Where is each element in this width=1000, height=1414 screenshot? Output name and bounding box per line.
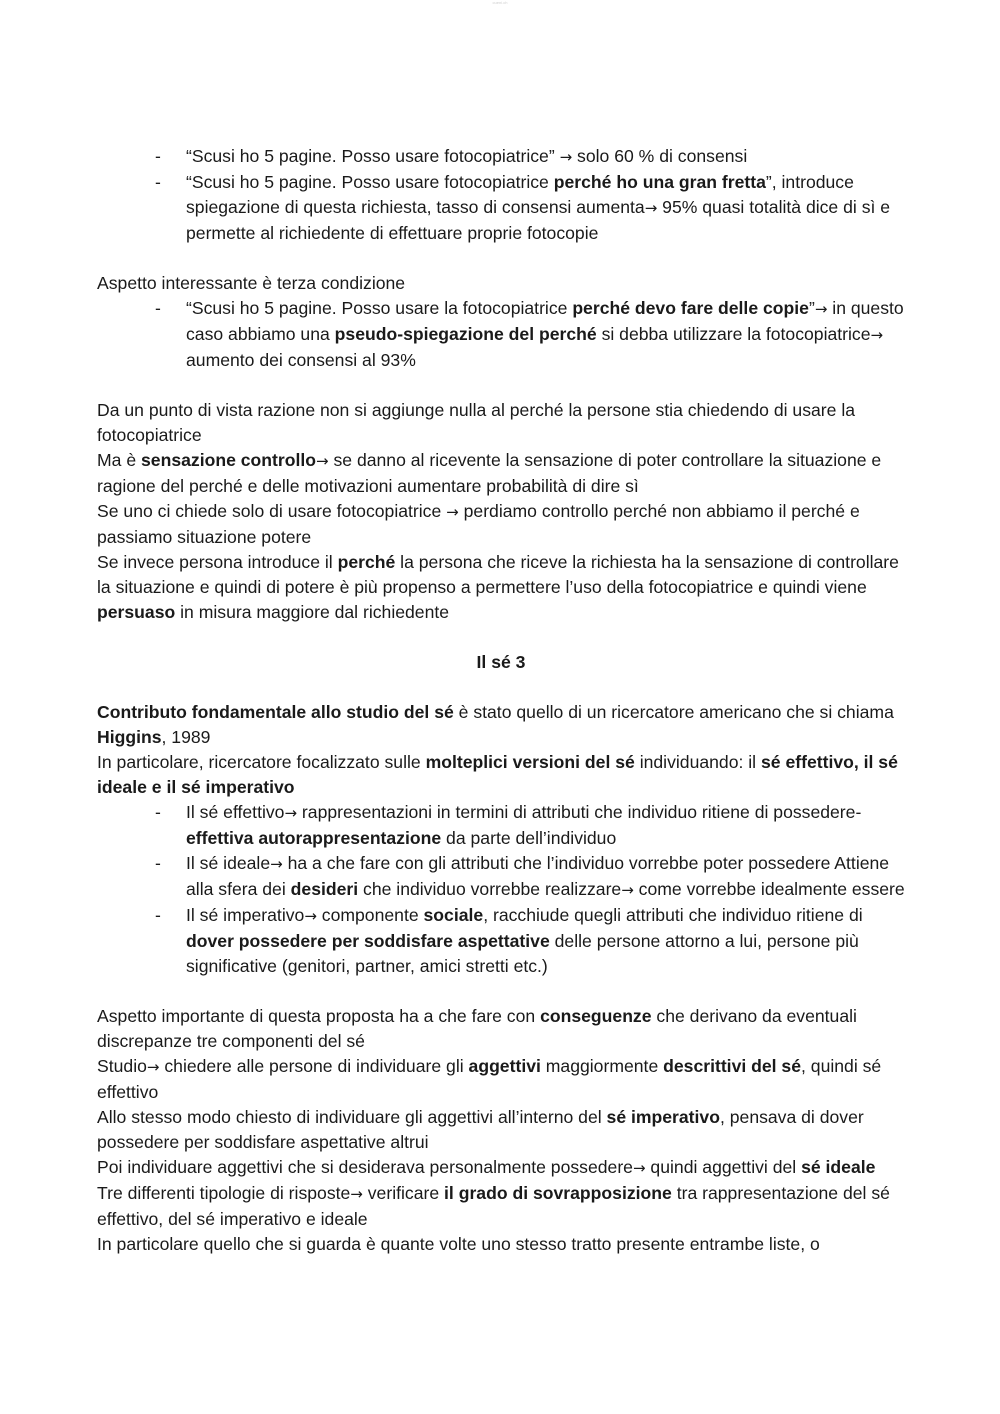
list-item bbox=[97, 296, 905, 373]
discrepancy-paragraph bbox=[97, 1004, 905, 1257]
text-run: Se invece persona introduce il bbox=[97, 552, 338, 572]
paragraph-line bbox=[97, 1232, 905, 1257]
text-run: , pensava di dover possedere per soddisfare aspettative altrui bbox=[97, 1107, 864, 1152]
bold-text: perché bbox=[337, 552, 396, 572]
paragraph-line bbox=[97, 1004, 905, 1054]
list-item bbox=[97, 903, 905, 979]
text-run: che individuo vorrebbe realizzare bbox=[358, 879, 622, 899]
section-title: Il sé 3 bbox=[476, 652, 526, 672]
arrow-icon: → bbox=[316, 452, 329, 470]
paragraph-line bbox=[97, 398, 905, 448]
bold-text: sociale bbox=[423, 905, 484, 925]
arrow-icon: → bbox=[870, 326, 884, 344]
higgins-paragraph bbox=[97, 700, 905, 800]
document-page bbox=[97, 144, 905, 1257]
list-item bbox=[97, 851, 905, 903]
text-run: 95% quasi totalità dice di sì e permette al richiedente di effettuare proprie fotocopie bbox=[186, 197, 891, 243]
paragraph-line bbox=[97, 550, 905, 625]
text-run: Allo stesso modo chiesto di individuare gli aggettivi all’interno del bbox=[97, 1107, 607, 1127]
list-item bbox=[97, 170, 905, 246]
text-run: perdiamo controllo perché non abbiamo il perché e passiamo situazione potere bbox=[97, 501, 860, 547]
paragraph-line bbox=[97, 1181, 905, 1232]
bold-text: Higgins bbox=[97, 727, 162, 747]
bold-text: molteplici versioni del sé bbox=[425, 752, 635, 772]
paragraph-line bbox=[97, 700, 905, 750]
bold-text: pseudo-spiegazione del perché bbox=[334, 324, 597, 344]
text-run: rappresentazioni in termini di attributi che individuo ritiene di possedere- bbox=[297, 802, 862, 822]
text-run: verificare bbox=[362, 1183, 445, 1203]
text-run: chiedere alle persone di individuare gli bbox=[159, 1056, 469, 1076]
paragraph-line bbox=[97, 1054, 905, 1105]
paragraph-line bbox=[97, 448, 905, 499]
bold-text: sé effettivo, il sé ideale e il sé imperativo bbox=[97, 752, 898, 797]
text-run: Il sé ideale bbox=[186, 853, 271, 873]
watermark: cueni.ch bbox=[492, 0, 508, 5]
bold-text: sé imperativo bbox=[606, 1107, 720, 1127]
bold-text: Contributo fondamentale allo studio del sé bbox=[97, 702, 454, 722]
text-run: “Scusi ho 5 pagine. Posso usare fotocopiatrice bbox=[186, 172, 554, 192]
bold-text: il grado di sovrapposizione bbox=[444, 1183, 672, 1203]
third-condition-list bbox=[97, 296, 905, 373]
text-run: quindi aggettivi del bbox=[645, 1157, 802, 1177]
bold-text: desideri bbox=[290, 879, 359, 899]
text-run: se danno al ricevente la sensazione di poter controllare la situazione e ragione del perché e delle motivazioni aumentare probabilità di dire sì bbox=[97, 450, 882, 496]
paragraph-line bbox=[97, 499, 905, 550]
list-item bbox=[97, 800, 905, 851]
text-run: solo 60 % di consensi bbox=[572, 146, 748, 166]
bold-text: aggettivi bbox=[468, 1056, 541, 1076]
arrow-icon: → bbox=[146, 1058, 160, 1076]
text-run: “Scusi ho 5 pagine. Posso usare la fotocopiatrice bbox=[186, 298, 573, 318]
bold-text: descrittivi del sé bbox=[663, 1056, 802, 1076]
text-run: Il sé imperativo bbox=[186, 905, 305, 925]
arrow-icon: → bbox=[446, 503, 459, 521]
text-run: “Scusi ho 5 pagine. Posso usare fotocopiatrice” bbox=[186, 146, 560, 166]
list-item bbox=[97, 144, 905, 170]
text-run: ”, introduce spiegazione di questa richiesta, tasso di consensi aumenta bbox=[186, 172, 854, 217]
text-run: Il sé effettivo bbox=[186, 802, 285, 822]
paragraph-line bbox=[97, 750, 905, 800]
bold-text: perché devo fare delle copie bbox=[572, 298, 809, 318]
text-run: la persona che riceve la richiesta ha la sensazione di controllare la situazione e quindi di potere è più propenso a permettere l’uso della fotocopiatrice e quindi viene bbox=[97, 552, 899, 597]
arrow-icon: → bbox=[304, 907, 317, 925]
text-run: , 1989 bbox=[161, 727, 211, 747]
text-run: In particolare, ricercatore focalizzato sulle bbox=[97, 752, 426, 772]
text-run: aumento dei consensi al 93% bbox=[186, 350, 416, 370]
bold-text: persuaso bbox=[97, 602, 176, 622]
text-run: Studio bbox=[97, 1056, 147, 1076]
text-run: , racchiude quegli attributi che individuo ritiene di bbox=[483, 905, 863, 925]
text-run: da parte dell’individuo bbox=[441, 828, 617, 848]
text-run: Aspetto importante di questa proposta ha a che fare con bbox=[97, 1006, 541, 1026]
arrow-icon: → bbox=[350, 1185, 363, 1203]
text-run: maggiormente bbox=[540, 1056, 664, 1076]
arrow-icon: → bbox=[814, 300, 828, 318]
bold-text: dover possedere per soddisfare aspettative bbox=[186, 931, 550, 951]
text-run: , quindi sé effettivo bbox=[97, 1056, 882, 1102]
arrow-icon: → bbox=[270, 855, 283, 873]
text-run: è stato quello di un ricercatore americano che si chiama bbox=[453, 702, 894, 722]
text-run: delle persone attorno a lui, persone più significative (genitori, partner, amici stretti etc.) bbox=[186, 931, 859, 976]
arrow-icon: → bbox=[632, 1159, 646, 1177]
text-run: individuando: il bbox=[634, 752, 761, 772]
bold-text: perché ho una gran fretta bbox=[553, 172, 766, 192]
text-run: componente bbox=[316, 905, 424, 925]
text-run: ha a che fare con gli attributi che l’individuo vorrebbe poter possedere Attiene alla sfera dei bbox=[186, 853, 890, 899]
arrow-icon: → bbox=[644, 199, 658, 217]
text-run: come vorrebbe idealmente essere bbox=[633, 879, 905, 899]
text-run: Se uno ci chiede solo di usare fotocopiatrice bbox=[97, 501, 447, 521]
text-run: che derivano da eventuali discrepanze tre componenti del sé bbox=[97, 1006, 857, 1051]
paragraph-line bbox=[97, 1105, 905, 1155]
bold-text: conseguenze bbox=[540, 1006, 652, 1026]
consent-list bbox=[97, 144, 905, 246]
bold-text: sé ideale bbox=[801, 1157, 876, 1177]
control-paragraph bbox=[97, 398, 905, 625]
text-run: Da un punto di vista razione non si aggiunge nulla al perché la persone stia chiedendo di usare la fotocopiatrice bbox=[97, 400, 856, 445]
self-versions-list bbox=[97, 800, 905, 979]
third-condition-intro: Aspetto interessante è terza condizione bbox=[97, 273, 406, 293]
arrow-icon: → bbox=[284, 804, 298, 822]
text-run: tra rappresentazione del sé effettivo, del sé imperativo e ideale bbox=[97, 1183, 890, 1229]
bold-text: effettiva autorappresentazione bbox=[186, 828, 442, 848]
paragraph-line bbox=[97, 1155, 905, 1181]
arrow-icon: → bbox=[621, 881, 634, 899]
bold-text: sensazione controllo bbox=[141, 450, 317, 470]
text-run: Poi individuare aggettivi che si desiderava personalmente possedere bbox=[97, 1157, 633, 1177]
text-run: Tre differenti tipologie di risposte bbox=[97, 1183, 351, 1203]
text-run: ” bbox=[808, 298, 815, 318]
text-run: in misura maggiore dal richiedente bbox=[175, 602, 450, 622]
text-run: si debba utilizzare la fotocopiatrice bbox=[596, 324, 871, 344]
arrow-icon: → bbox=[559, 148, 573, 166]
text-run: In particolare quello che si guarda è quante volte uno stesso tratto presente entrambe liste, o bbox=[97, 1234, 820, 1254]
text-run: in questo caso abbiamo una bbox=[186, 298, 904, 344]
text-run: Ma è bbox=[97, 450, 142, 470]
